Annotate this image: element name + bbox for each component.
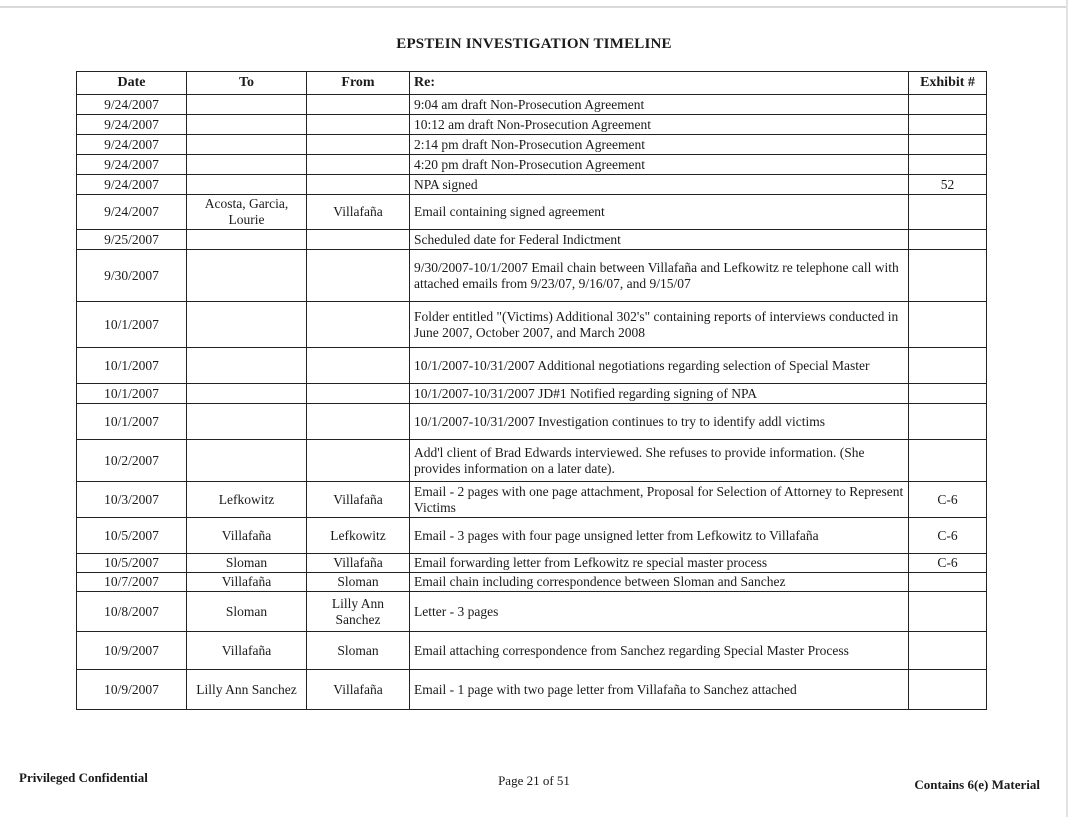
cell-re: Email containing signed agreement — [410, 195, 909, 230]
cell-from — [307, 250, 410, 302]
cell-date: 9/24/2007 — [77, 95, 187, 115]
cell-date: 10/5/2007 — [77, 554, 187, 573]
cell-from — [307, 440, 410, 482]
column-header-from: From — [307, 72, 410, 95]
cell-date: 9/24/2007 — [77, 155, 187, 175]
cell-re: 10:12 am draft Non-Prosecution Agreement — [410, 115, 909, 135]
cell-from: Sloman — [307, 632, 410, 670]
cell-to — [187, 250, 307, 302]
table-row — [77, 95, 987, 115]
cell-date: 10/5/2007 — [77, 518, 187, 554]
cell-from — [307, 348, 410, 384]
cell-from: Sloman — [307, 573, 410, 592]
table-row — [77, 632, 987, 670]
cell-to — [187, 95, 307, 115]
table-row — [77, 554, 987, 573]
cell-to — [187, 302, 307, 348]
cell-re: Letter - 3 pages — [410, 592, 909, 632]
cell-date: 10/1/2007 — [77, 302, 187, 348]
cell-re: Email - 3 pages with four page unsigned letter from Lefkowitz to Villafaña — [410, 518, 909, 554]
cell-from: Lefkowitz — [307, 518, 410, 554]
cell-exhibit: C-6 — [909, 482, 987, 518]
cell-from — [307, 135, 410, 155]
cell-to: Sloman — [187, 592, 307, 632]
table-row — [77, 404, 987, 440]
cell-to — [187, 155, 307, 175]
table-row — [77, 384, 987, 404]
cell-exhibit — [909, 115, 987, 135]
cell-exhibit — [909, 592, 987, 632]
cell-exhibit — [909, 384, 987, 404]
cell-exhibit — [909, 95, 987, 115]
cell-exhibit — [909, 250, 987, 302]
cell-re: 2:14 pm draft Non-Prosecution Agreement — [410, 135, 909, 155]
cell-to — [187, 348, 307, 384]
cell-re: 4:20 pm draft Non-Prosecution Agreement — [410, 155, 909, 175]
table-row — [77, 482, 987, 518]
cell-from: Lilly Ann Sanchez — [307, 592, 410, 632]
cell-to — [187, 175, 307, 195]
column-header-date: Date — [77, 72, 187, 95]
scan-top-edge — [0, 6, 1068, 8]
table-row — [77, 115, 987, 135]
cell-re: Add'l client of Brad Edwards interviewed. She refuses to provide information. (She provides information on a later date). — [410, 440, 909, 482]
footer-page-number: Page 21 of 51 — [498, 773, 570, 788]
cell-re: Email - 2 pages with one page attachment, Proposal for Selection of Attorney to Represent Victims — [410, 482, 909, 518]
table-row — [77, 175, 987, 195]
cell-exhibit: C-6 — [909, 518, 987, 554]
cell-date: 10/2/2007 — [77, 440, 187, 482]
cell-to — [187, 404, 307, 440]
cell-date: 9/25/2007 — [77, 230, 187, 250]
cell-from — [307, 302, 410, 348]
cell-date: 9/30/2007 — [77, 250, 187, 302]
table-header-row — [77, 72, 987, 95]
cell-exhibit — [909, 230, 987, 250]
cell-re: NPA signed — [410, 175, 909, 195]
cell-exhibit — [909, 135, 987, 155]
cell-from — [307, 404, 410, 440]
cell-date: 10/3/2007 — [77, 482, 187, 518]
cell-from — [307, 155, 410, 175]
cell-re: Email - 1 page with two page letter from Villafaña to Sanchez attached — [410, 670, 909, 710]
cell-date: 10/9/2007 — [77, 670, 187, 710]
cell-date: 10/7/2007 — [77, 573, 187, 592]
cell-to: Lefkowitz — [187, 482, 307, 518]
cell-to: Lilly Ann Sanchez — [187, 670, 307, 710]
cell-to — [187, 384, 307, 404]
cell-date: 10/8/2007 — [77, 592, 187, 632]
table-row — [77, 302, 987, 348]
timeline-table — [76, 71, 987, 710]
cell-from: Villafaña — [307, 554, 410, 573]
cell-from — [307, 115, 410, 135]
table-row — [77, 348, 987, 384]
cell-re: 9:04 am draft Non-Prosecution Agreement — [410, 95, 909, 115]
cell-exhibit — [909, 155, 987, 175]
table-row — [77, 250, 987, 302]
cell-date: 10/1/2007 — [77, 404, 187, 440]
cell-exhibit — [909, 348, 987, 384]
column-header-to: To — [187, 72, 307, 95]
cell-to — [187, 115, 307, 135]
table-row — [77, 573, 987, 592]
table-row — [77, 670, 987, 710]
column-header-re: Re: — [410, 72, 909, 95]
cell-re: 10/1/2007-10/31/2007 Additional negotiations regarding selection of Special Master — [410, 348, 909, 384]
footer-6e-label: Contains 6(e) Material — [914, 777, 1040, 792]
cell-to: Villafaña — [187, 518, 307, 554]
cell-from — [307, 230, 410, 250]
table-row — [77, 230, 987, 250]
cell-date: 9/24/2007 — [77, 135, 187, 155]
cell-from — [307, 384, 410, 404]
cell-to — [187, 230, 307, 250]
cell-re: Scheduled date for Federal Indictment — [410, 230, 909, 250]
cell-to — [187, 135, 307, 155]
cell-to: Acosta, Garcia, Lourie — [187, 195, 307, 230]
cell-exhibit: 52 — [909, 175, 987, 195]
cell-date: 9/24/2007 — [77, 175, 187, 195]
cell-date: 10/1/2007 — [77, 348, 187, 384]
table-row — [77, 195, 987, 230]
cell-re: Email attaching correspondence from Sanchez regarding Special Master Process — [410, 632, 909, 670]
table-row — [77, 440, 987, 482]
table-row — [77, 592, 987, 632]
cell-re: Folder entitled "(Victims) Additional 302's" containing reports of interviews conducted in June 2007, October 2007, and March 2008 — [410, 302, 909, 348]
table-row — [77, 155, 987, 175]
table-row — [77, 518, 987, 554]
cell-from: Villafaña — [307, 670, 410, 710]
cell-from — [307, 175, 410, 195]
cell-exhibit — [909, 632, 987, 670]
cell-exhibit — [909, 302, 987, 348]
cell-exhibit — [909, 404, 987, 440]
table-row — [77, 135, 987, 155]
cell-from — [307, 95, 410, 115]
cell-from: Villafaña — [307, 195, 410, 230]
cell-to: Sloman — [187, 554, 307, 573]
cell-exhibit — [909, 670, 987, 710]
footer-privileged-label: Privileged Confidential — [19, 770, 148, 785]
cell-exhibit — [909, 573, 987, 592]
cell-re: Email forwarding letter from Lefkowitz re special master process — [410, 554, 909, 573]
cell-date: 10/1/2007 — [77, 384, 187, 404]
cell-exhibit: C-6 — [909, 554, 987, 573]
cell-re: 10/1/2007-10/31/2007 Investigation continues to try to identify addl victims — [410, 404, 909, 440]
cell-to: Villafaña — [187, 632, 307, 670]
cell-to: Villafaña — [187, 573, 307, 592]
cell-date: 9/24/2007 — [77, 195, 187, 230]
cell-to — [187, 440, 307, 482]
cell-re: Email chain including correspondence between Sloman and Sanchez — [410, 573, 909, 592]
cell-date: 9/24/2007 — [77, 115, 187, 135]
page-title: EPSTEIN INVESTIGATION TIMELINE — [396, 36, 672, 52]
cell-from: Villafaña — [307, 482, 410, 518]
cell-date: 10/9/2007 — [77, 632, 187, 670]
cell-re: 9/30/2007-10/1/2007 Email chain between Villafaña and Lefkowitz re telephone call with attached emails from 9/23/07, 9/16/07, and 9/15/07 — [410, 250, 909, 302]
cell-exhibit — [909, 440, 987, 482]
cell-re: 10/1/2007-10/31/2007 JD#1 Notified regarding signing of NPA — [410, 384, 909, 404]
cell-exhibit — [909, 195, 987, 230]
column-header-exhibit: Exhibit # — [909, 72, 987, 95]
